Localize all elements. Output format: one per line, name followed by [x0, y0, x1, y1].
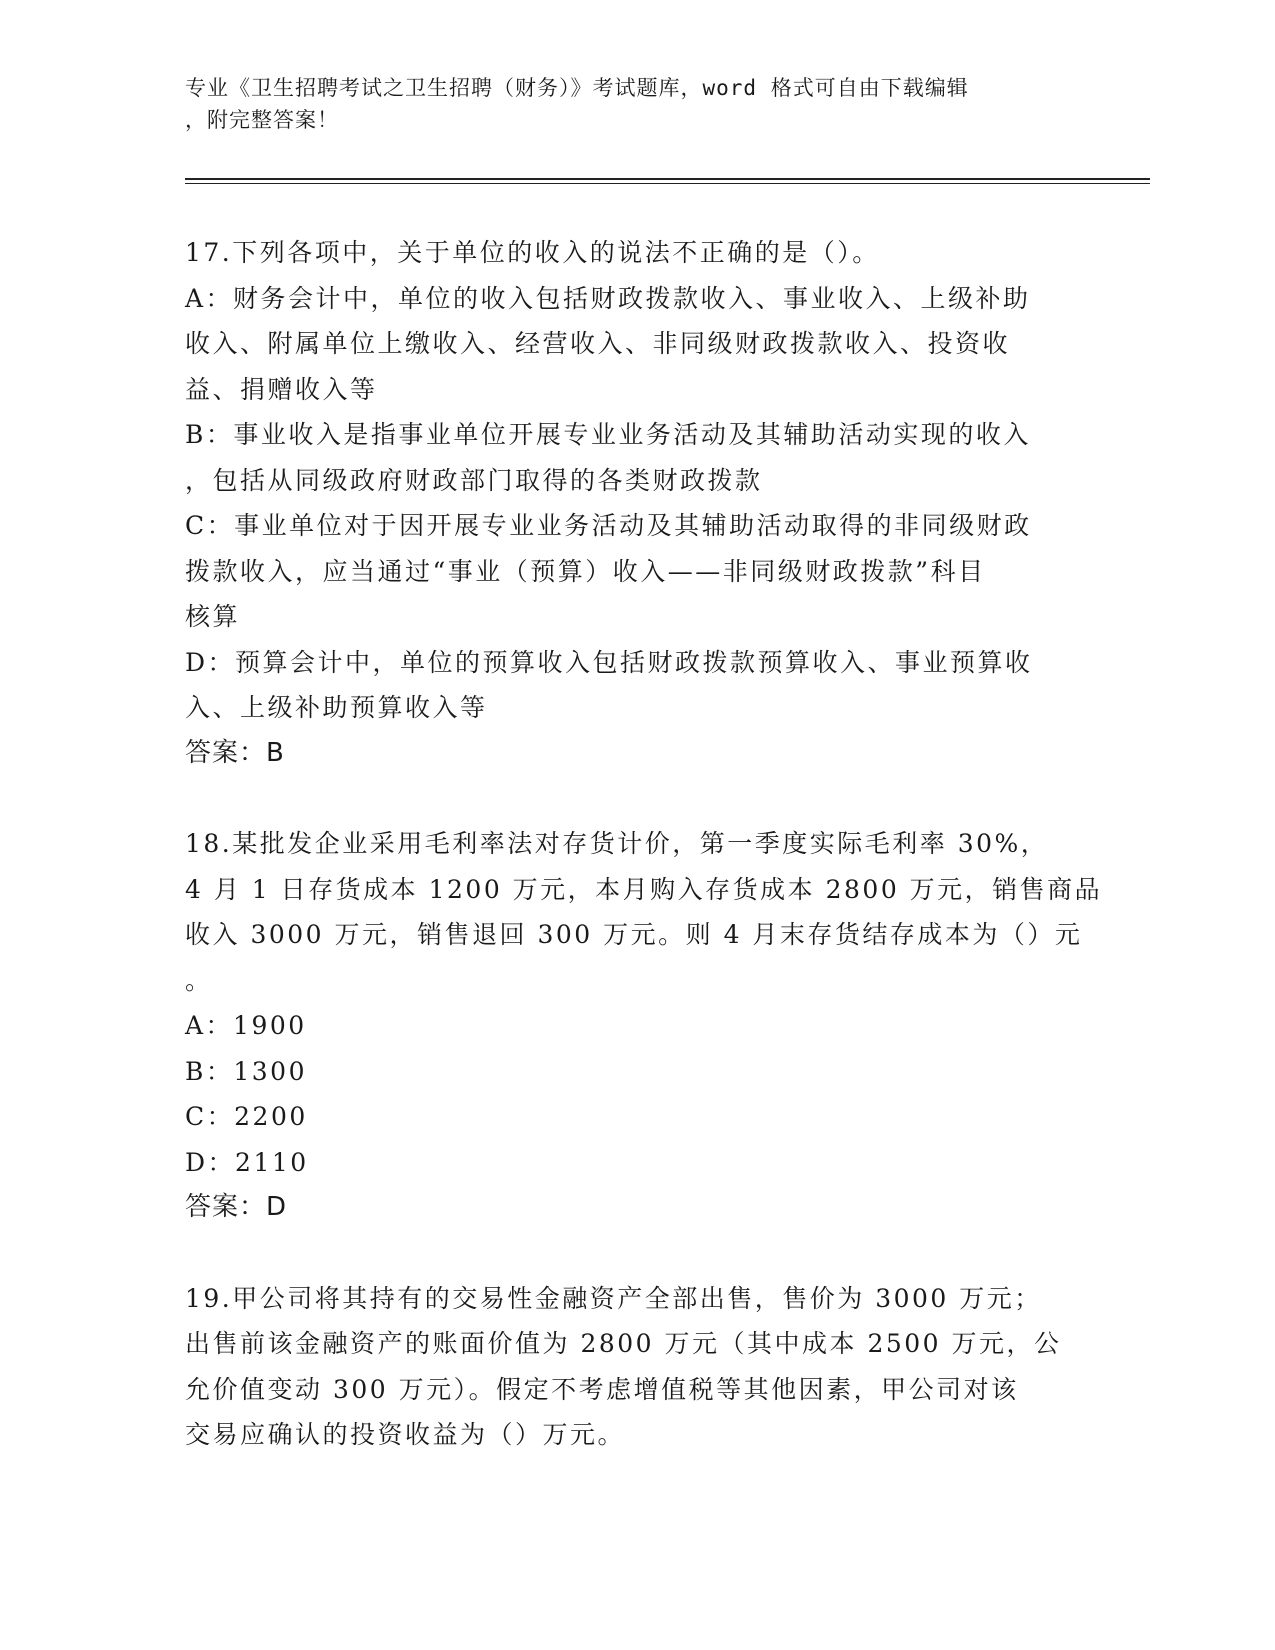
page-header — [185, 72, 1085, 136]
answer-option — [185, 412, 1085, 503]
option-line: D：2110 — [185, 1147, 309, 1177]
question-stem-line: 。 — [185, 965, 213, 995]
option-line: 益、捐赠收入等 — [185, 374, 378, 404]
header-line: ，附完整答案！ — [185, 108, 339, 132]
question-block — [185, 1276, 1085, 1458]
question-stem-line: 允价值变动 300 万元）。假定不考虑增值税等其他因素，甲公司对该 — [185, 1374, 1019, 1404]
option-line: D：预算会计中，单位的预算收入包括财政拨款预算收入、事业预算收 — [185, 647, 1033, 677]
option-line: B：事业收入是指事业单位开展专业业务活动及其辅助活动实现的收入 — [185, 420, 1031, 449]
answer-option — [185, 1049, 1085, 1095]
question-spacer — [185, 1231, 1085, 1276]
answer-option — [185, 1094, 1085, 1140]
question-stem-line: 17.下列各项中，关于单位的收入的说法不正确的是（）。 — [185, 238, 880, 267]
option-line: 入、上级补助预算收入等 — [185, 693, 488, 722]
question-stem-line: 4 月 1 日存货成本 1200 万元，本月购入存货成本 2800 万元，销售商品 — [185, 874, 1103, 904]
header-divider-thin — [185, 183, 1150, 184]
answer-option — [185, 276, 1085, 413]
question-block — [185, 230, 1085, 776]
answer-key: 答案：D — [185, 1192, 288, 1222]
question-stem-line: 18.某批发企业采用毛利率法对存货计价，第一季度实际毛利率 30%， — [185, 829, 1049, 858]
option-line: 拨款收入，应当通过“事业（预算）收入——非同级财政拨款”科目 — [185, 556, 986, 586]
answer-key: 答案：B — [185, 737, 285, 768]
answer-option — [185, 1003, 1085, 1049]
answer-option — [185, 1140, 1085, 1186]
option-line: C：2200 — [185, 1102, 308, 1131]
option-line: 收入、附属单位上缴收入、经营收入、非同级财政拨款收入、投资收 — [185, 329, 1011, 358]
question-stem-line: 19.甲公司将其持有的交易性金融资产全部出售，售价为 3000 万元； — [185, 1283, 1042, 1313]
option-line: A：1900 — [185, 1011, 307, 1040]
option-line: ，包括从同级政府财政部门取得的各类财政拨款 — [185, 465, 763, 495]
answer-option — [185, 503, 1085, 640]
option-line: A：财务会计中，单位的收入包括财政拨款收入、事业收入、上级补助 — [185, 283, 1031, 313]
option-line: B：1300 — [185, 1056, 307, 1086]
question-block — [185, 821, 1103, 1231]
header-divider — [185, 178, 1150, 180]
answer-option — [185, 640, 1085, 731]
question-spacer — [185, 776, 1085, 821]
question-stem-line: 收入 3000 万元，销售退回 300 万元。则 4 月末存货结存成本为（）元 — [185, 920, 1083, 949]
question-stem-line: 出售前该金融资产的账面价值为 2800 万元（其中成本 2500 万元，公 — [185, 1329, 1062, 1358]
header-line: 专业《卫生招聘考试之卫生招聘（财务）》考试题库，word 格式可自由下载编辑 — [185, 76, 969, 100]
question-list — [185, 230, 1103, 1458]
option-line: C：事业单位对于因开展专业业务活动及其辅助活动取得的非同级财政 — [185, 511, 1032, 540]
option-line: 核算 — [185, 602, 241, 631]
question-stem-line: 交易应确认的投资收益为（）万元。 — [185, 1420, 626, 1449]
